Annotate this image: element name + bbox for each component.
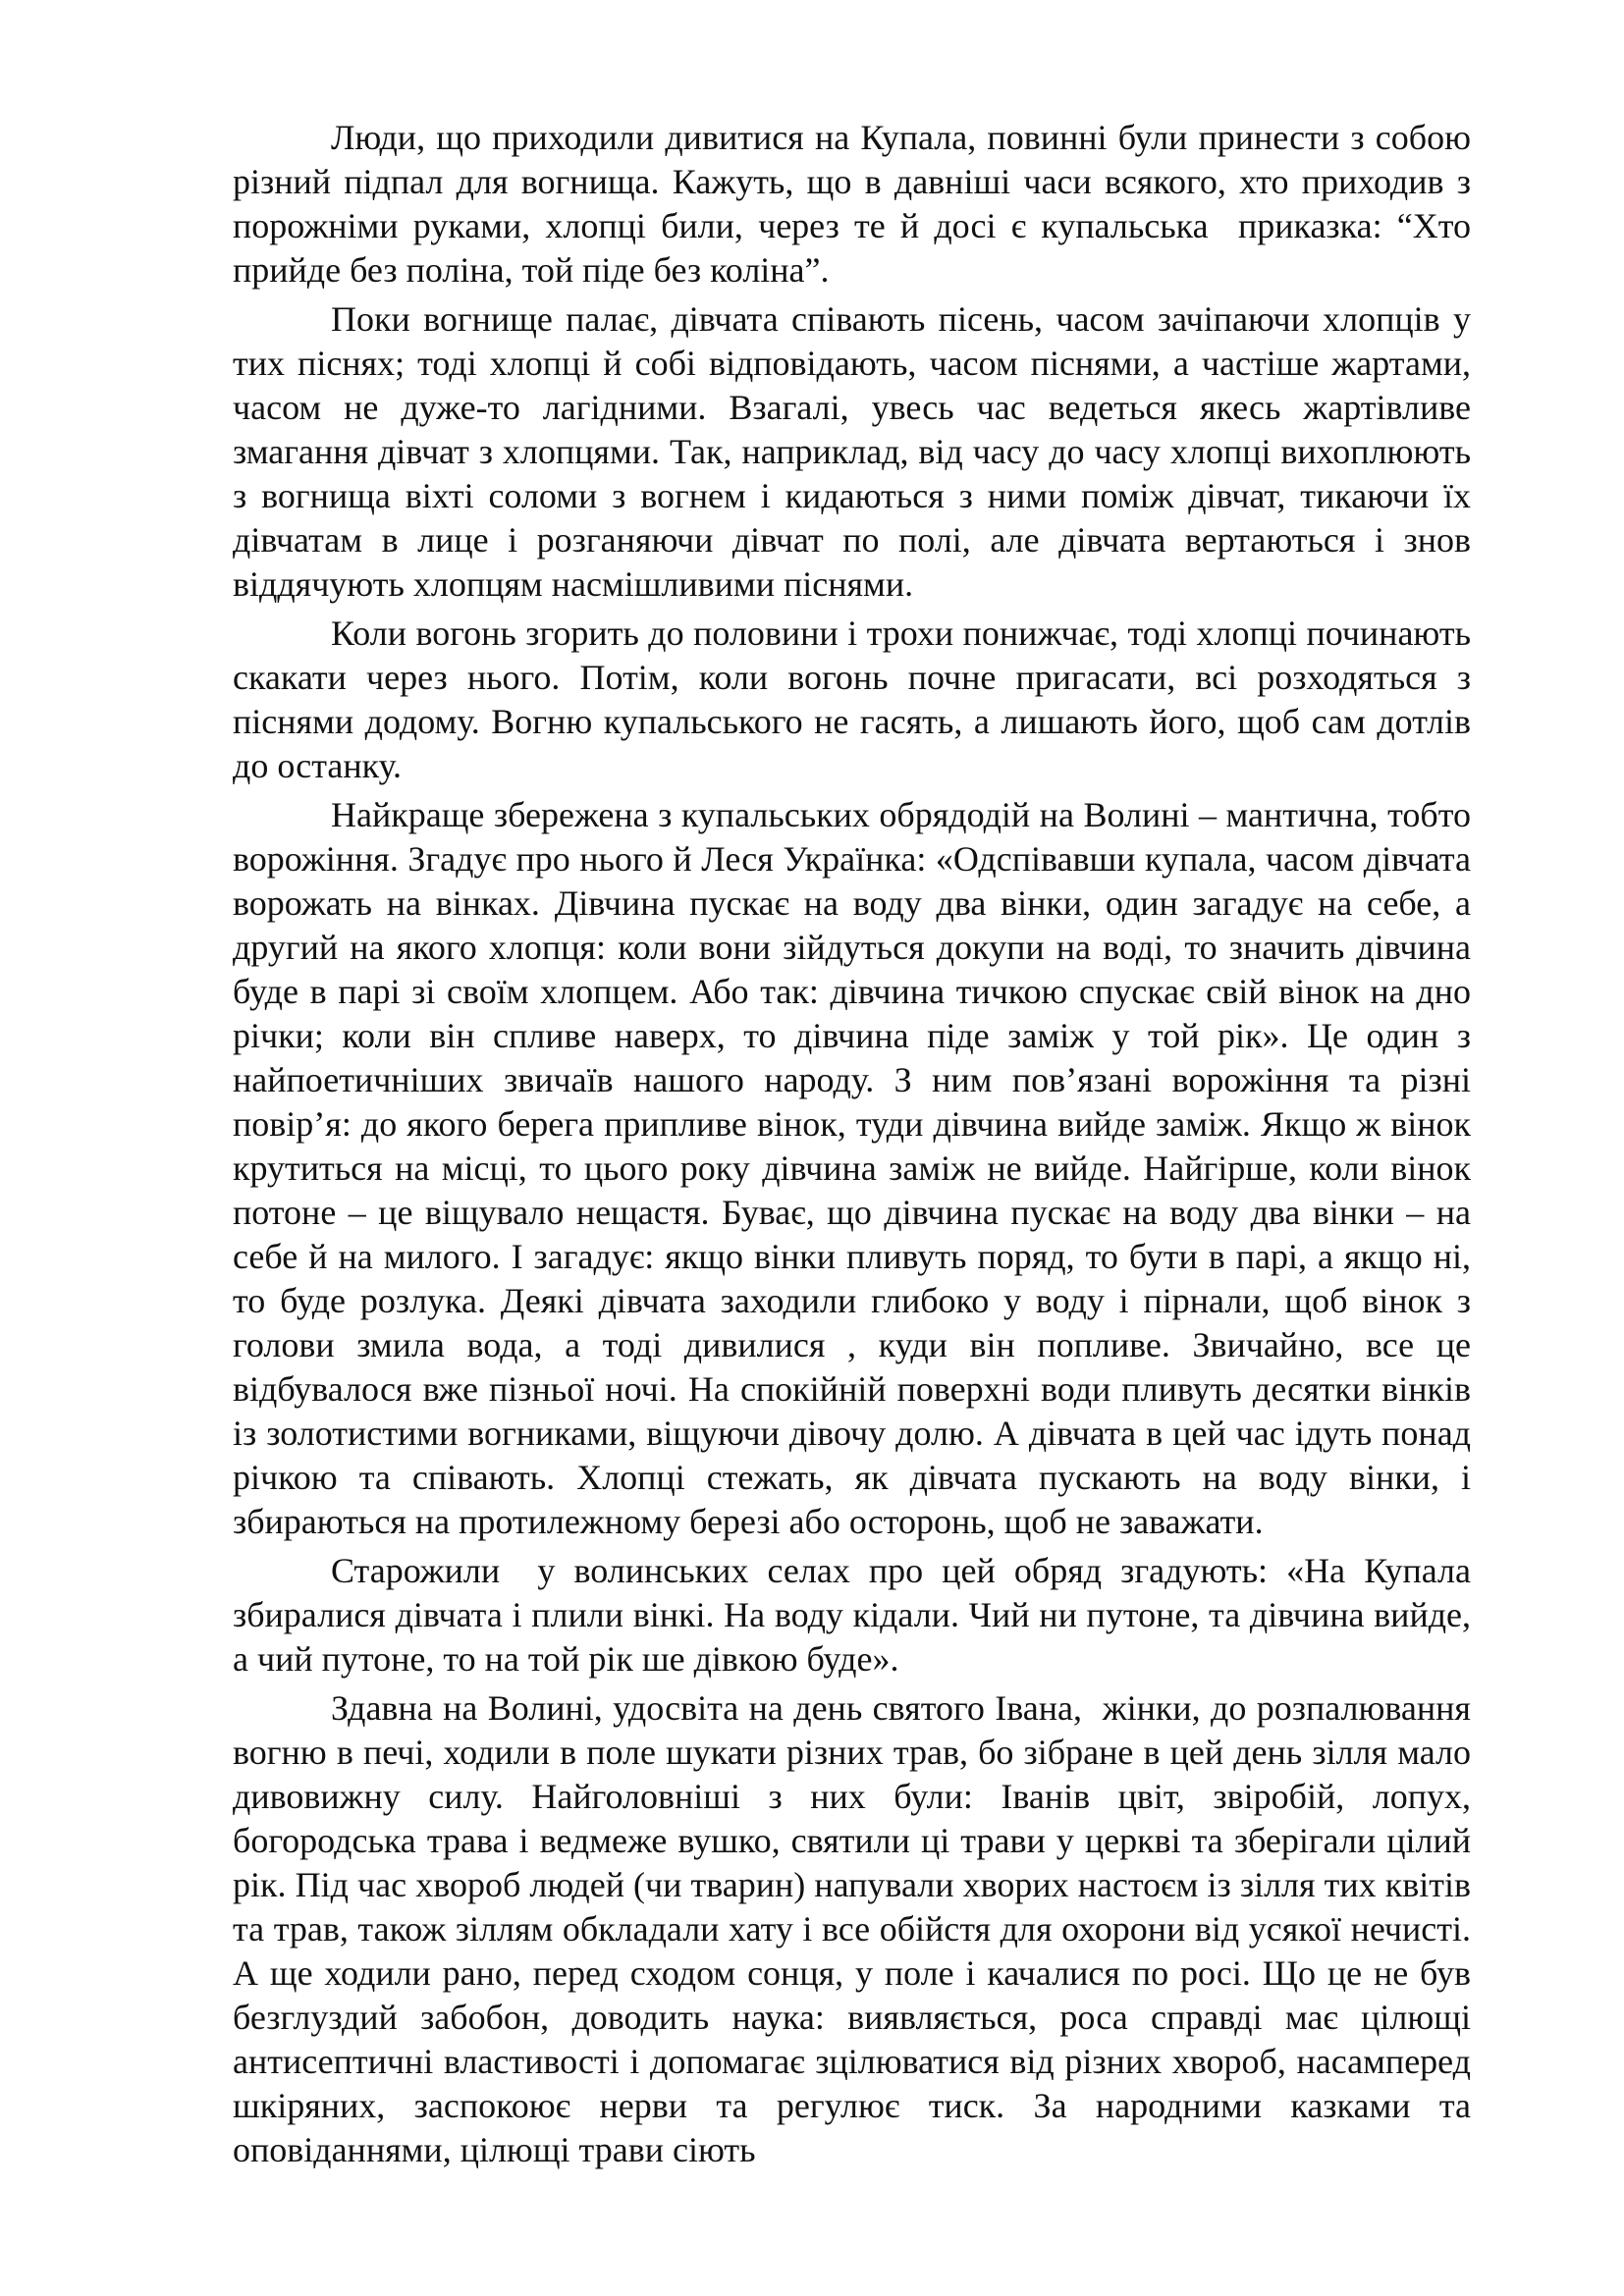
paragraph-bonfire-songs: Поки вогнище палає, дівчата співають пісень, часом зачіпаючи хлопців у тих піснях; тоді хлопці й собі відповідають, часом піснями, а частіше жартами, часом не дуже-то лагідними. Взагалі, увесь час ведеться якесь жартівливе змагання дівчат з хлопцями. Так, наприклад, від часу до часу хлопці вихоплюють з вогнища віхті соломи з вогнем і кидаються з ними поміж дівчат, тикаючи їх дівчатам в лице і розганяючи дівчат по полі, але дівчата вертаються і знов віддячують хлопцям насмішливими піснями. — [233, 299, 1480, 604]
paragraph-wreath-divination: Найкраще збережена з купальських обрядодій на Волині – мантична, тобто ворожіння. Згадує про нього й Леся Українка: «Одспівавши купала, часом дівчата ворожать на вінках. Дівчина пускає на воду два вінки, один загадує на себе, а другий на якого хлопця: коли вони зійдуться докупи на воді, то значить дівчина буде в парі зі своїм хлопцем. Або так: дівчина тичкою спускає свій вінок на дно річки; коли він спливе наверх, то дівчина піде заміж у той рік». Це один з найпоетичніших звичаїв нашого народу. З ним пов’язані ворожіння та різні повір’я: до якого берега припливе вінок, туди дівчина вийде заміж. Якщо ж вінок крутиться на місці, то цього року дівчина заміж не вийде. Найгірше, коли вінок потоне – це віщувало нещастя. Буває, що дівчина пускає на воду два вінки – на себе й на милого. І загадує: якщо вінки пливуть поряд, то бути в парі, а якщо ні, то буде розлука. Деякі дівчата заходили глибоко у воду і пірнали, щоб вінок з голови змила вода, а тоді дивилися , куди він попливе. Звичайно, все це відбувалося вже пізньої ночі. На спокійній поверхні води пливуть десятки вінків із золотистими вогниками, віщуючи дівочу долю. А дівчата в цей час ідуть понад річкою та співають. Хлопці стежать, як дівчата пускають на воду вінки, і збираються на протилежному березі або осторонь, щоб не заважати. — [233, 795, 1480, 1541]
paragraph-jumping-fire: Коли вогонь згорить до половини і трохи понижчає, тоді хлопці починають скакати через нього. Потім, коли вогонь почне пригасати, всі розходяться з піснями додому. Вогню купальського не гасять, а лишають його, щоб сам дотлів до останку. — [233, 614, 1480, 785]
paragraph-elders-recollection: Старожили у волинських селах про цей обряд згадують: «На Купала збиралися дівчата і плили вінкі. На воду кідали. Чий ни путоне, та дівчина вийде, а чий путоне, то на той рік ше дівкою буде». — [233, 1551, 1480, 1679]
paragraph-healing-herbs: Здавна на Волині, удосвіта на день святого Івана, жінки, до розпалювання вогню в печі, ходили в поле шукати різних трав, бо зібране в цей день зілля мало дивовижну силу. Найголовніші з них були: Іванів цвіт, звіробій, лопух, богородська трава і ведмеже вушко, святили ці трави у церкві та зберігали цілий рік. Під час хвороб людей (чи тварин) напували хворих настоєм із зілля тих квітів та трав, також зіллям обкладали хату і все обійстя для охорони від усякої нечисті. А ще ходили рано, перед сходом сонця, у поле і качалися по росі. Що це не був безглуздий забобон, доводить наука: виявляється, роса справді має цілющі антисептичні властивості і допомагає зцілюватися від різних хвороб, насамперед шкіряних, заспокоює нерви та регулює тиск. За народними казками та оповіданнями, цілющі трави сіють — [233, 1688, 1480, 2169]
paragraph-kupala-firewood: Люди, що приходили дивитися на Купала, повинні були принести з собою різний підпал для вогнища. Кажуть, що в давніші часи всякого, хто приходив з порожніми руками, хлопці били, через те й досі є купальська приказка: “Хто прийде без поліна, той піде без коліна”. — [233, 118, 1480, 290]
